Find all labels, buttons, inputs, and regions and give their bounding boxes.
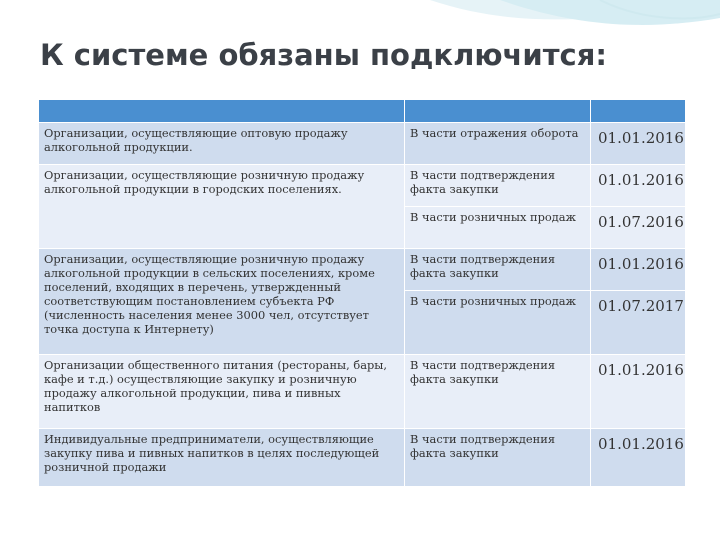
- date-cell: 01.01.2016: [591, 123, 686, 165]
- date-cell: 01.01.2016: [591, 165, 686, 207]
- date-cell: 01.01.2016: [591, 429, 686, 487]
- org-cell: Организации общественного питания (рестораны, бары, кафе и т.д.) осуществляющие закупку и розничную продажу алкогольной продукции, пива и пивных напитков: [39, 355, 405, 429]
- table-row: [39, 165, 686, 207]
- org-cell: Организации, осуществляющие розничную продажу алкогольной продукции в сельских поселениях, кроме поселений, входящих в перечень, утвержденный соответствующим постановлением субъекта РФ (численность населения менее 3000 чел, отсутствует точка доступа к Интернету): [39, 249, 405, 355]
- slide-title: К системе обязаны подключится:: [40, 38, 607, 72]
- table-row: [39, 429, 686, 487]
- header-cell: [405, 100, 591, 123]
- org-cell: Организации, осуществляющие оптовую продажу алкогольной продукции.: [39, 123, 405, 165]
- scope-cell: В части отражения оборота: [405, 123, 591, 165]
- date-cell: 01.07.2016: [591, 207, 686, 249]
- table-row: [39, 355, 686, 429]
- org-cell: Индивидуальные предприниматели, осуществляющие закупку пива и пивных напитков в целях последующей розничной продажи: [39, 429, 405, 487]
- scope-cell: В части подтверждения факта закупки: [405, 165, 591, 207]
- scope-cell: В части подтверждения факта закупки: [405, 355, 591, 429]
- scope-cell: В части розничных продаж: [405, 291, 591, 355]
- scope-cell: В части розничных продаж: [405, 207, 591, 249]
- header-cell: [39, 100, 405, 123]
- table-header-row: [39, 100, 686, 123]
- org-cell: Организации, осуществляющие розничную продажу алкогольной продукции в городских поселениях.: [39, 165, 405, 249]
- date-cell: 01.07.2017: [591, 291, 686, 355]
- scope-cell: В части подтверждения факта закупки: [405, 429, 591, 487]
- date-cell: 01.01.2016: [591, 355, 686, 429]
- scope-cell: В части подтверждения факта закупки: [405, 249, 591, 291]
- header-cell: [591, 100, 686, 123]
- table-row: [39, 123, 686, 165]
- obligations-table: [38, 99, 686, 487]
- date-cell: 01.01.2016: [591, 249, 686, 291]
- table-row: [39, 249, 686, 291]
